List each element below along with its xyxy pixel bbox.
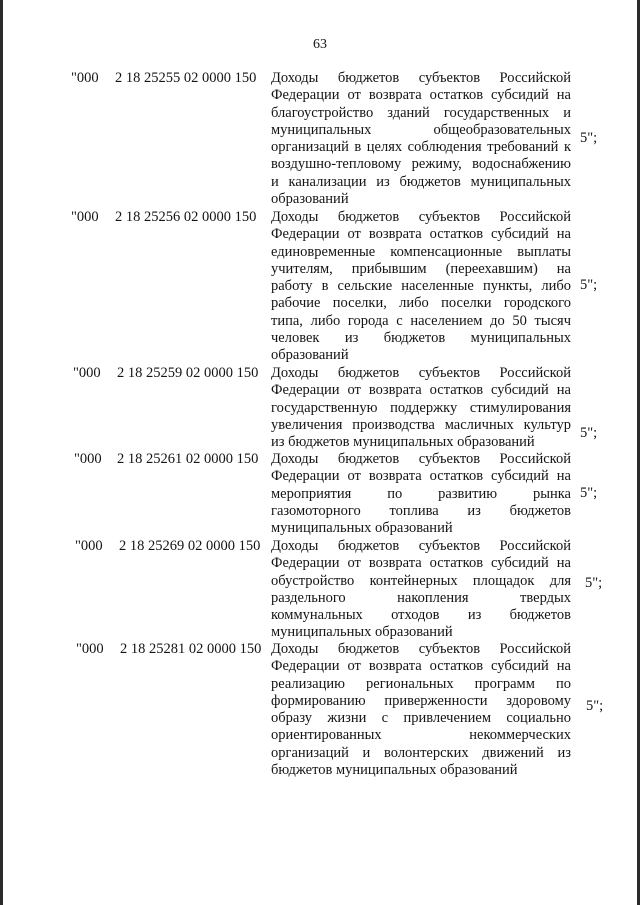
entry-suffix: 5"; <box>580 485 598 501</box>
description-line: организаций и волонтерских движений из <box>271 744 571 761</box>
description-line: благоустройство зданий государственных и <box>271 104 571 121</box>
description-line: человек из бюджетов муниципальных <box>271 330 571 347</box>
description-line: воздушно-тепловому режиму, водоснабжению <box>271 156 571 173</box>
description-line: ориентированных некоммерческих <box>271 727 571 744</box>
budget-classification-code: 2 18 25281 02 0000 150 <box>120 641 262 657</box>
description-line: увеличения производства масличных культур <box>271 416 571 433</box>
budget-classification-code: 2 18 25256 02 0000 150 <box>115 209 257 225</box>
entry-description <box>271 538 571 642</box>
description-line: образований <box>271 347 349 364</box>
description-line: учителям, прибывшим (переехавшим) на <box>271 260 571 277</box>
description-line: и канализации из бюджетов муниципальных <box>271 173 571 190</box>
description-line: государственную поддержку стимулирования <box>271 399 571 416</box>
entry-suffix: 5"; <box>586 698 604 714</box>
entry-suffix: 5"; <box>585 575 603 591</box>
description-line: муниципальных общеобразовательных <box>271 121 571 138</box>
description-line: мероприятия по развитию рынка <box>271 485 571 502</box>
description-line: из бюджетов муниципальных образований <box>271 434 535 451</box>
description-line: Федерации от возврата остатков субсидий на <box>271 658 571 675</box>
budget-classification-code: 2 18 25259 02 0000 150 <box>117 365 259 381</box>
description-line: организаций в целях соблюдения требований к <box>271 139 571 156</box>
description-line: муниципальных образований <box>271 624 453 641</box>
entry-prefix: "000 <box>76 641 104 657</box>
description-line: газомоторного топлива из бюджетов <box>271 502 571 519</box>
budget-classification-code: 2 18 25261 02 0000 150 <box>117 451 259 467</box>
entry-prefix: "000 <box>71 209 99 225</box>
description-line: муниципальных образований <box>271 520 453 537</box>
description-line: реализацию региональных программ по <box>271 675 571 692</box>
description-line: типа, либо города с населением до 50 тысяч <box>271 312 571 329</box>
description-line: Федерации от возврата остатков субсидий на <box>271 87 571 104</box>
entry-prefix: "000 <box>74 451 102 467</box>
description-line: обустройство контейнерных площадок для <box>271 572 571 589</box>
description-line: раздельного накопления твердых <box>271 589 571 606</box>
description-line: Доходы бюджетов субъектов Российской <box>271 209 571 225</box>
budget-classification-code: 2 18 25255 02 0000 150 <box>115 70 257 86</box>
entry-prefix: "000 <box>75 538 103 554</box>
scan-edge-left <box>0 0 3 905</box>
description-line: Федерации от возврата остатков субсидий на <box>271 555 571 572</box>
entry-suffix: 5"; <box>580 277 598 293</box>
description-line: Федерации от возврата остатков субсидий на <box>271 468 571 485</box>
entry-suffix: 5"; <box>580 425 598 441</box>
page-number: 63 <box>313 37 327 52</box>
description-line: Доходы бюджетов субъектов Российской <box>271 451 571 467</box>
entry-description <box>271 365 571 451</box>
description-line: образу жизни с привлечением социально <box>271 710 571 727</box>
entry-description <box>271 70 571 208</box>
entry-prefix: "000 <box>73 365 101 381</box>
entry-description <box>271 209 571 365</box>
entry-suffix: 5"; <box>580 130 598 146</box>
description-line: рабочие поселки, либо поселки городского <box>271 295 571 312</box>
description-line: коммунальных отходов из бюджетов <box>271 607 571 624</box>
description-line: бюджетов муниципальных образований <box>271 762 518 779</box>
budget-classification-code: 2 18 25269 02 0000 150 <box>119 538 261 554</box>
description-line: образований <box>271 191 349 208</box>
description-line: Доходы бюджетов субъектов Российской <box>271 538 571 554</box>
description-line: Доходы бюджетов субъектов Российской <box>271 365 571 381</box>
entry-description <box>271 451 571 537</box>
description-line: единовременные компенсационные выплаты <box>271 243 571 260</box>
description-line: формированию приверженности здоровому <box>271 692 571 709</box>
description-line: Федерации от возврата остатков субсидий на <box>271 226 571 243</box>
description-line: Федерации от возврата остатков субсидий на <box>271 382 571 399</box>
entry-description <box>271 641 571 779</box>
description-line: Доходы бюджетов субъектов Российской <box>271 641 571 657</box>
description-line: Доходы бюджетов субъектов Российской <box>271 70 571 86</box>
description-line: работу в сельские населенные пункты, либо <box>271 278 571 295</box>
entry-prefix: "000 <box>71 70 99 86</box>
